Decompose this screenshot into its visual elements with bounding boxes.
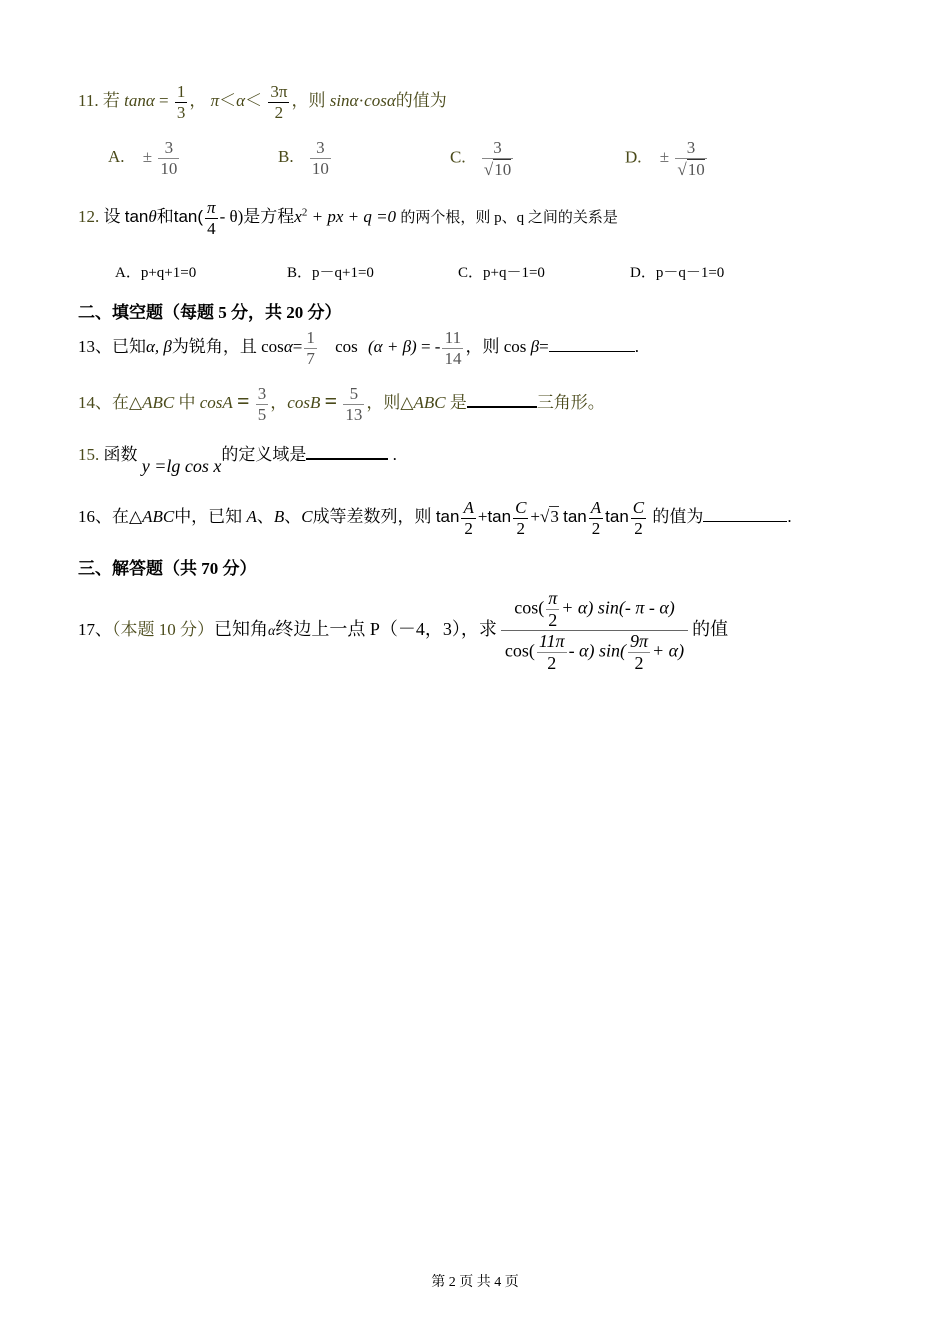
q11-option-d-frac — [675, 138, 706, 179]
q17-top-two: 2 — [548, 609, 558, 630]
q12-x: x — [294, 206, 302, 226]
q12-option-b: B．p－q+1=0 — [287, 265, 374, 281]
q11-frac-1-3 — [175, 82, 188, 122]
q16-tan-3: tan — [563, 506, 587, 526]
q11-option-b-label: B. — [278, 146, 294, 166]
q11-tail: 的值为 — [395, 90, 447, 110]
q16-line: 16、在△ABC中，已知 A、B、C成等差数列，则 tan $\frac{A}{2}$ +tan $\frac{C}{2}$ +√3 tan $\frac{A}{2}$ tan $\frac{C}{2}$ 的值为 . — [78, 498, 792, 538]
q11-a-den: 10 — [160, 158, 178, 178]
q14-f2-den: 13 — [345, 404, 363, 424]
q17-tail: 的值 — [692, 619, 729, 639]
q11-lead: 若 — [102, 90, 120, 110]
q11-pi: π — [210, 90, 220, 110]
q14-zhong: 中 — [178, 392, 196, 412]
q11-cos: cos — [364, 90, 387, 110]
q11-option-d-label: D. — [625, 147, 642, 167]
q13-paren: (α + β) — [368, 336, 417, 356]
q16-frac-C-2 — [513, 498, 528, 538]
q11-dot: · — [358, 90, 365, 110]
q11-option-b — [278, 138, 333, 178]
q13-f2-den: 14 — [444, 348, 462, 368]
q17-bot-frac-9pi-2 — [628, 631, 650, 673]
q13-f1-num: 1 — [306, 328, 315, 347]
q13-frac-1-7 — [304, 328, 317, 368]
q15-lead: 函数 — [103, 445, 138, 464]
q12-he: 和 — [156, 206, 174, 226]
q11-lt1: ＜ — [219, 90, 237, 110]
q11-option-a-label: A. — [108, 146, 125, 166]
q11-f1-num: 1 — [176, 82, 186, 101]
q14-eq2: = — [324, 387, 338, 413]
q12-pi: π — [207, 198, 216, 217]
q11-d-num: 3 — [675, 138, 706, 159]
q11-sin: sin — [329, 90, 350, 110]
q11-c-num: 3 — [482, 138, 513, 159]
q16-sqrt3: 3 — [550, 506, 559, 526]
q13-eq3: = — [539, 336, 549, 356]
q16-plus-2: + — [530, 506, 541, 526]
q11-option-c-label: C. — [450, 147, 466, 167]
q14-frac-5-13 — [343, 384, 364, 424]
q17-denominator — [501, 631, 688, 673]
q12-theta: θ — [148, 206, 157, 226]
q16-end: . — [787, 506, 792, 526]
q17-bot-mid: - α) sin( — [568, 640, 626, 661]
q16-plus-1: + — [477, 506, 488, 526]
q13-f1-den: 7 — [306, 348, 315, 368]
q16-frac-A-2-b — [589, 498, 603, 538]
q11-number: 11. — [78, 90, 99, 110]
q11-d-radical: √ — [677, 159, 687, 179]
q14-eq1: = — [236, 387, 250, 413]
q11-d-den: 10 — [687, 159, 705, 179]
q17-top-cos: cos( — [514, 597, 545, 618]
q12-mid: 是方程 — [243, 206, 295, 226]
q13-line — [78, 328, 639, 368]
q14-triangle-2: △ABC — [400, 392, 446, 412]
q17-bot-end: + α) — [652, 640, 685, 661]
q17-top-rest: + α) sin(- π - α) — [561, 597, 675, 618]
q16-fA-den: 2 — [464, 518, 473, 538]
q11-line — [78, 82, 447, 122]
q11-a-num: 3 — [158, 138, 179, 159]
q12-four: 4 — [207, 218, 216, 238]
q16-fA-num: A — [463, 498, 474, 517]
q13-alpha: α — [283, 336, 293, 356]
q13-cos1: cos — [261, 336, 284, 356]
q17-big-fraction — [501, 588, 688, 674]
q12-square: 2 — [301, 206, 308, 219]
q13-end: . — [634, 336, 639, 356]
q17-bot-frac-11pi-2 — [537, 631, 567, 673]
q11-b-den: 10 — [311, 158, 329, 178]
q17-numerator — [501, 588, 688, 631]
q13-number: 13、 — [78, 336, 112, 356]
q16-sep1: 、 — [256, 506, 274, 526]
q16-tan-4: tan — [605, 506, 629, 526]
q14-tail: 三角形。 — [536, 392, 605, 412]
q14-cosB: cosB — [287, 392, 321, 412]
q12-option-a: A．p+q+1=0 — [115, 265, 197, 281]
q11-f1-den: 3 — [176, 102, 186, 122]
q14-f2-num: 5 — [343, 384, 364, 405]
q11-option-c — [450, 138, 515, 179]
q12-number: 12. — [78, 206, 100, 226]
q17-top-frac-pi-2 — [546, 588, 559, 630]
q16-number: 16、 — [78, 506, 112, 526]
q16-abc: ABC — [142, 506, 175, 526]
q11-f2-num: 3π — [270, 82, 288, 101]
q16-fC2-num: C — [632, 498, 645, 517]
q17-bot-two-1: 2 — [547, 653, 557, 674]
q15-tail: 的定义域是 — [221, 445, 307, 464]
q11-alpha-4: α — [386, 90, 396, 110]
page-footer: 第 2 页 共 4 页 — [431, 1275, 519, 1290]
q11-option-a — [108, 138, 181, 178]
q16-fC-num: C — [515, 498, 527, 517]
q17-bot-9pi: 9π — [630, 631, 649, 652]
q14-answer-blank[interactable] — [467, 406, 537, 408]
q15-number: 15. — [78, 445, 100, 464]
q16-frac-C-2-b — [631, 498, 646, 538]
q16-tan-2: tan — [487, 506, 512, 526]
q14-cosA: cosA — [199, 392, 233, 412]
q11-then: ，则 — [291, 90, 326, 110]
q17-text: 已知角 — [214, 619, 268, 639]
q17-bot-two-2: 2 — [634, 653, 644, 674]
q14-line — [78, 384, 605, 424]
q17-top-pi: π — [548, 588, 558, 608]
q13-lead: 已知 — [112, 336, 146, 356]
q16-fA2-num: A — [590, 498, 602, 517]
q16-sep2: 、 — [284, 506, 302, 526]
section-2-heading: 二、填空题（每题 5 分，共 20 分） — [78, 303, 342, 322]
q11-tan: tan — [124, 90, 146, 110]
q13-frac-11-14 — [442, 328, 463, 368]
q16-mid2: 成等差数列，则 — [312, 506, 432, 526]
q14-frac-3-5 — [256, 384, 269, 424]
q13-eq1: = — [292, 336, 303, 356]
q12-line — [78, 198, 618, 238]
q11-b-num: 3 — [310, 138, 331, 159]
q16-answer-blank[interactable] — [703, 521, 787, 522]
q12-tan2: tan( — [173, 206, 204, 226]
q14-comma: ， — [270, 392, 288, 412]
q12-frac-pi-4 — [205, 198, 218, 238]
q17-alpha: α — [268, 624, 276, 639]
q14-f1-num: 3 — [257, 384, 267, 403]
q11-f2-den: 2 — [274, 102, 284, 122]
q11-option-c-frac — [482, 138, 513, 179]
q13-alpha-beta: α, β — [146, 336, 172, 356]
q11-lt2: ＜ — [245, 90, 263, 110]
q14-then: ，则 — [366, 392, 401, 412]
q12-tail: 的两个根，则 p、q 之间的关系是 — [400, 209, 618, 226]
q13-beta: β — [530, 336, 540, 356]
q12-rest: + px + q =0 — [311, 206, 397, 226]
q11-c-den: 10 — [494, 159, 512, 179]
q16-frac-A-2 — [461, 498, 475, 538]
q11-alpha: α — [145, 90, 155, 110]
q13-answer-blank[interactable] — [549, 351, 635, 352]
q13-then: ，则 — [465, 336, 500, 356]
q14-number: 14、 — [78, 392, 112, 412]
q14-f1-den: 5 — [257, 404, 267, 424]
q12-minus-theta: - θ) — [219, 206, 244, 226]
q15-end: . — [392, 445, 397, 464]
q17-text2: 终边上一点 P（－4，3），求 — [275, 619, 497, 639]
q14-shi: 是 — [449, 392, 467, 412]
q12-tan1: tan — [124, 206, 149, 226]
q17-bot-cos: cos( — [504, 640, 535, 661]
q15-answer-blank[interactable] — [306, 458, 388, 460]
q16-mid: 中，已知 — [174, 506, 243, 526]
q15-line — [78, 440, 397, 476]
q17-score: （本题 10 分） — [112, 620, 214, 639]
q16-fC2-den: 2 — [634, 518, 643, 538]
q13-mid1: 为锐角，且 — [171, 336, 257, 356]
q11-c-radical: √ — [483, 159, 494, 179]
q14-lead: 在 — [112, 392, 129, 412]
q16-A: A — [246, 506, 257, 526]
q11-alpha-2: α — [236, 90, 246, 110]
q11-eq: = — [159, 90, 169, 110]
q13-f2-num: 11 — [442, 328, 463, 349]
q12-lead: 设 — [103, 206, 121, 226]
q11-option-d-pm: ± — [659, 147, 670, 167]
q17-number: 17、 — [78, 620, 112, 639]
q16-B: B — [273, 506, 285, 526]
q13-cos3: cos — [503, 336, 527, 356]
q11-option-a-pm: ± — [142, 146, 153, 166]
q17-bot-11pi: 11π — [538, 631, 565, 652]
q12-option-d: D．p－q－1=0 — [630, 265, 725, 281]
q11-option-b-frac — [310, 138, 331, 178]
q15-expression: y =lg cos x — [141, 456, 222, 476]
section-3-heading: 三、解答题（共 70 分） — [78, 559, 257, 578]
q14-triangle: △ABC — [129, 392, 175, 412]
q11-frac-3pi-2 — [268, 82, 289, 122]
q16-C: C — [301, 506, 313, 526]
q16-lead: 在△ — [112, 506, 143, 526]
q13-eq2: = - — [420, 336, 441, 356]
q11-comma: ， — [189, 90, 207, 110]
q16-tail: 的值为 — [652, 506, 704, 526]
q11-option-d — [625, 138, 709, 179]
q16-fC-den: 2 — [516, 518, 525, 538]
q13-cos2: cos — [335, 336, 358, 356]
q12-option-c: C．p+q－1=0 — [458, 265, 545, 281]
q16-tan-1: tan — [435, 506, 460, 526]
q11-alpha-3: α — [349, 90, 359, 110]
q11-option-a-frac — [158, 138, 179, 178]
q17-line — [78, 588, 728, 674]
q16-fA2-den: 2 — [591, 518, 601, 538]
